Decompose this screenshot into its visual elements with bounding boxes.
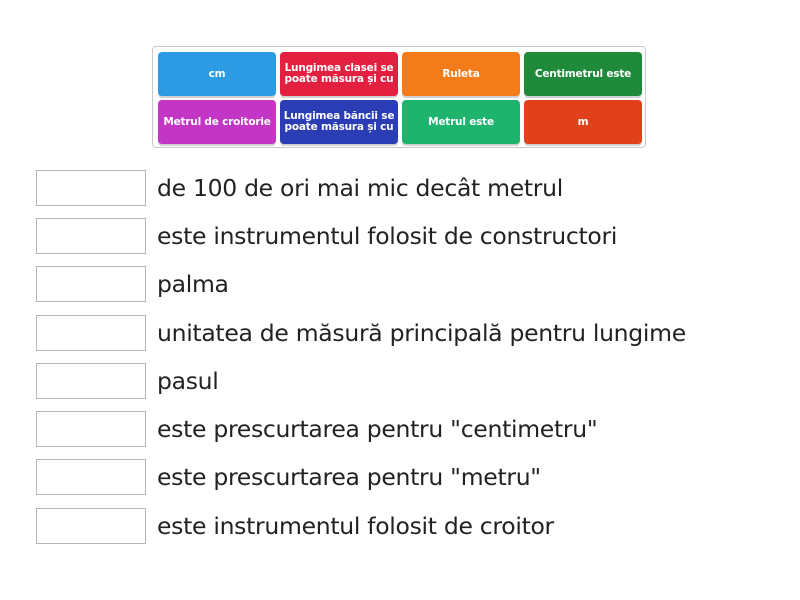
answer-row (36, 459, 541, 495)
answer-row (36, 363, 218, 399)
tile-lungimea-clasei[interactable]: Lungimea clasei se poate măsura și cu (280, 52, 398, 96)
row-text: pasul (157, 367, 219, 395)
drop-box[interactable] (36, 508, 146, 544)
row-text: de 100 de ori mai mic decât metrul (157, 174, 563, 202)
tile-bank (152, 46, 646, 148)
drop-box[interactable] (36, 315, 146, 351)
row-text: palma (157, 270, 229, 298)
answer-row (36, 411, 597, 447)
tile-metrul-este[interactable]: Metrul este (402, 100, 520, 144)
drop-box[interactable] (36, 218, 146, 254)
row-text: este prescurtarea pentru "metru" (157, 463, 541, 491)
drop-box[interactable] (36, 411, 146, 447)
tile-centimetrul-este[interactable]: Centimetrul este (524, 52, 642, 96)
row-text: este prescurtarea pentru "centimetru" (157, 415, 598, 443)
tile-ruleta[interactable]: Ruleta (402, 52, 520, 96)
drop-box[interactable] (36, 266, 146, 302)
answer-row (36, 508, 554, 544)
answer-row (36, 315, 686, 351)
tile-m[interactable]: m (524, 100, 642, 144)
drop-box[interactable] (36, 363, 146, 399)
answer-row (36, 170, 563, 206)
tile-metrul-de-croitorie[interactable]: Metrul de croitorie (158, 100, 276, 144)
row-text: este instrumentul folosit de croitor (157, 512, 554, 540)
tile-lungimea-bancii[interactable]: Lungimea băncii se poate măsura și cu (280, 100, 398, 144)
drop-box[interactable] (36, 459, 146, 495)
answer-row (36, 266, 229, 302)
row-text: unitatea de măsură principală pentru lungime (157, 319, 686, 347)
drop-box[interactable] (36, 170, 146, 206)
answer-row (36, 218, 617, 254)
row-text: este instrumentul folosit de constructori (157, 222, 618, 250)
tile-cm[interactable]: cm (158, 52, 276, 96)
